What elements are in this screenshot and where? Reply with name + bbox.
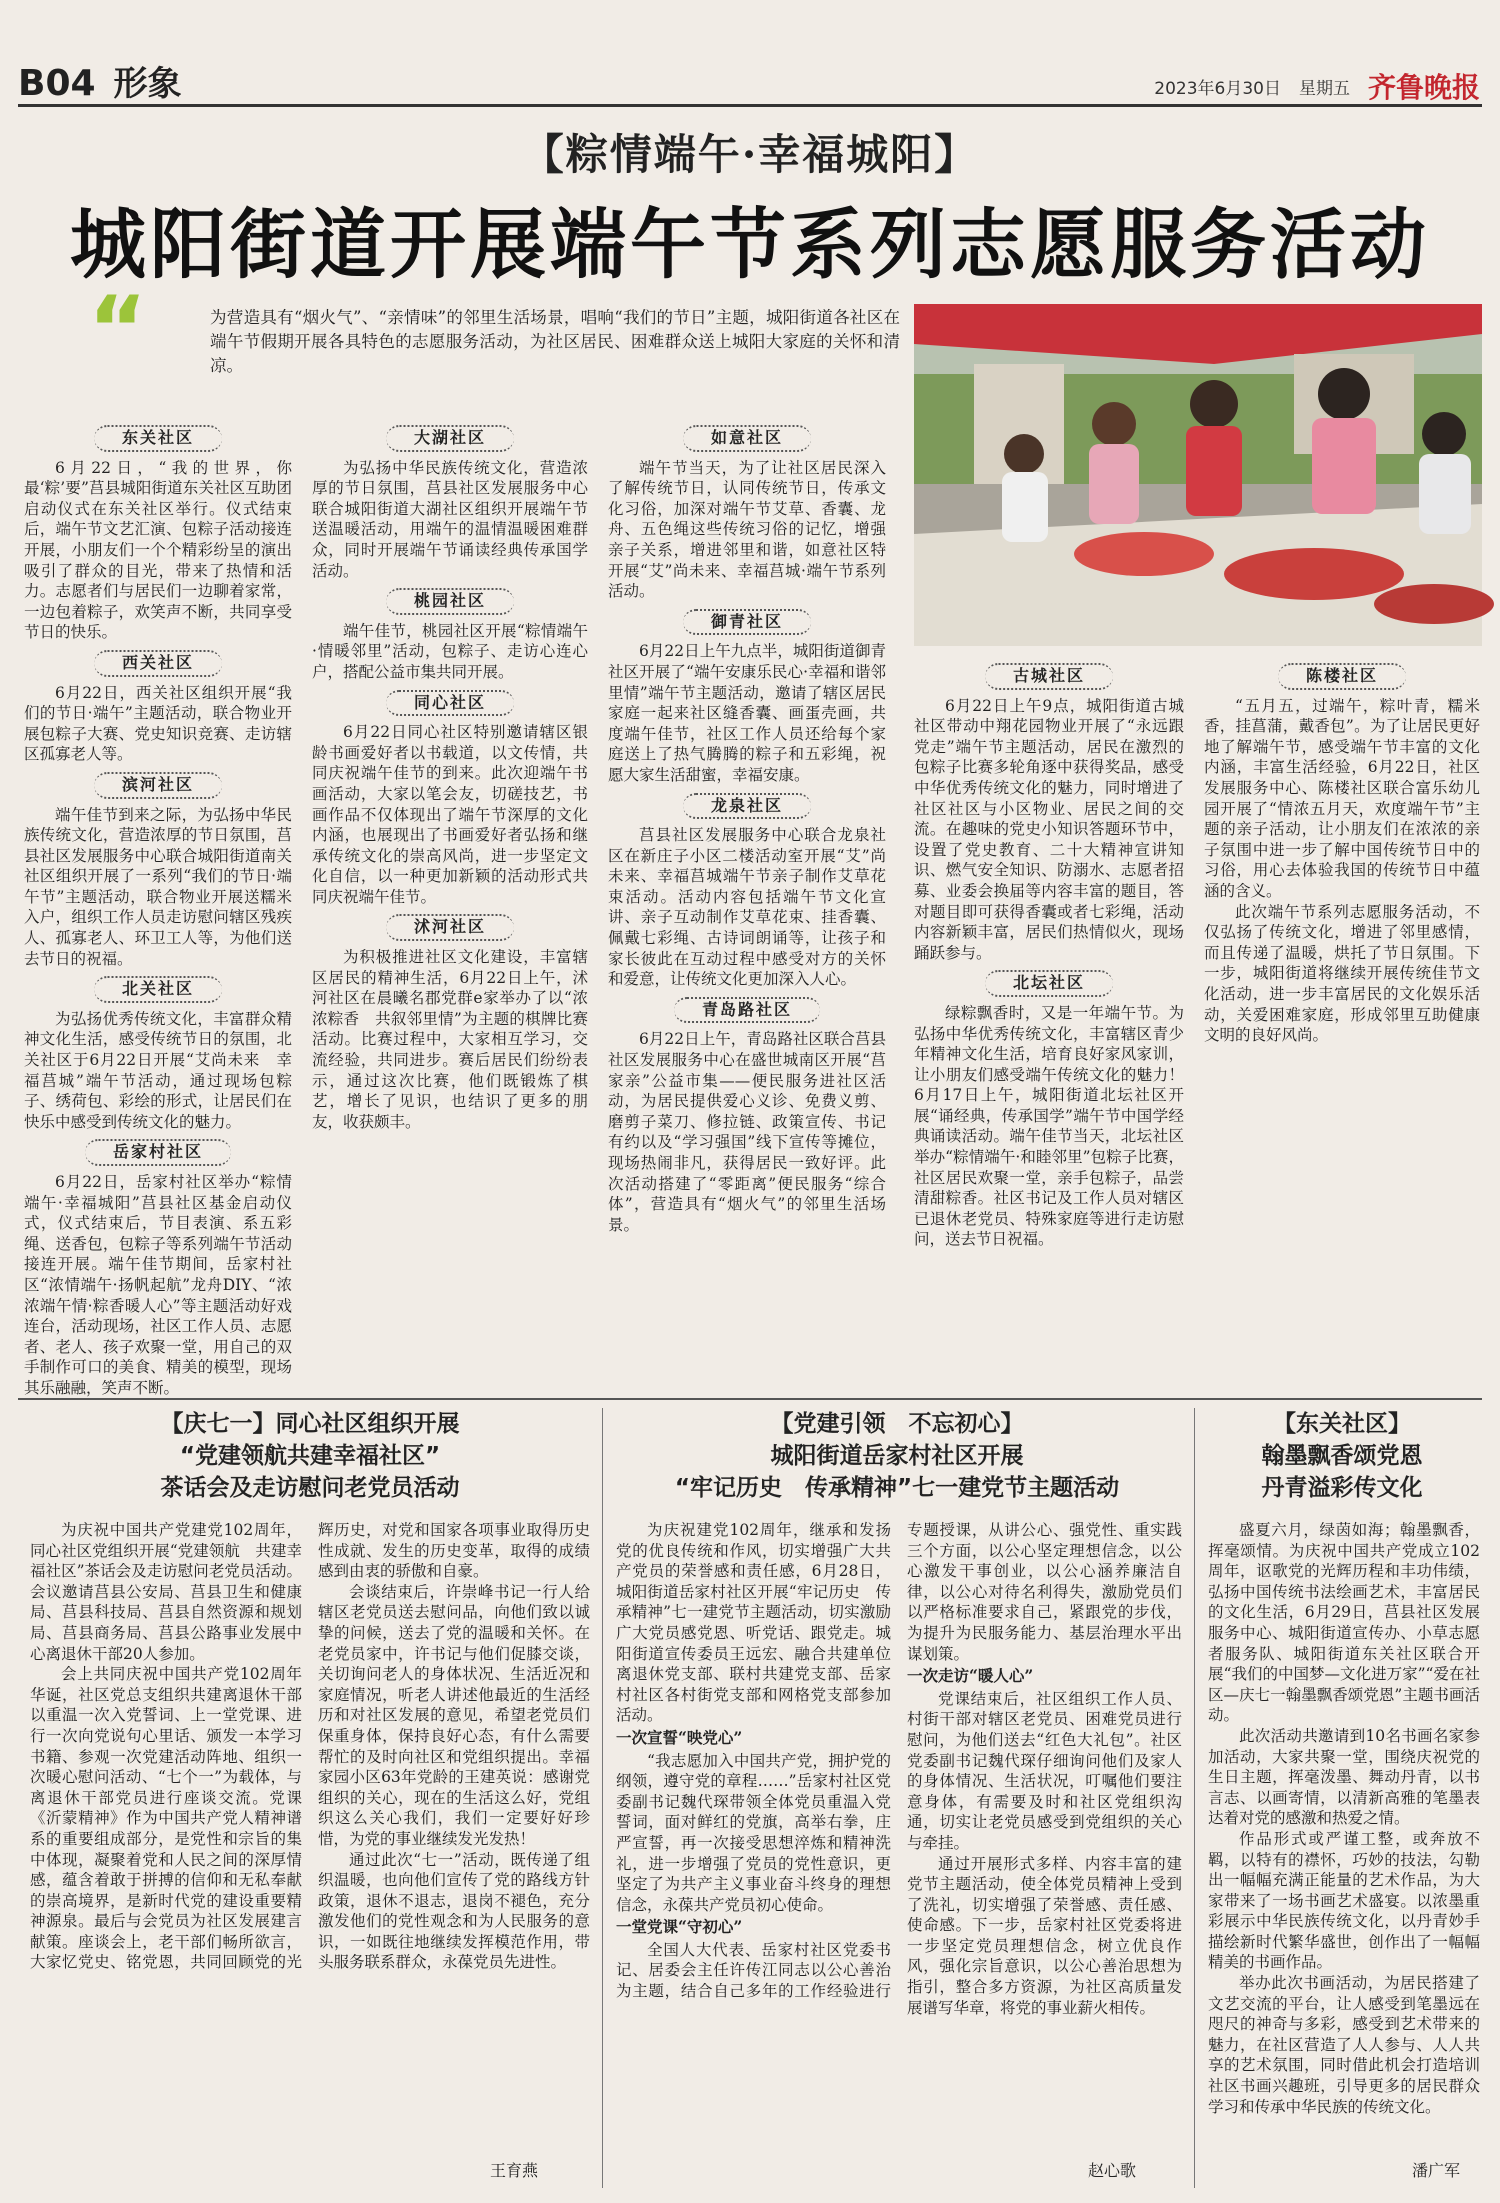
article-lead: 为营造具有“烟火气”、“亲情味”的邻里生活场景，唱响“我们的节日”主题，城阳街道各社区在端午节假期开展各具特色的志愿服务活动，为社区居民、困难群众送上城阳大家庭的关怀和清凉。 (210, 308, 900, 375)
article-headline: 城阳街道开展端午节系列志愿服务活动 (70, 200, 1430, 289)
section-heading: 桃园社区 (312, 588, 588, 615)
section-text: 6月22日上午，青岛路社区联合莒县社区发展服务中心在盛世城南区开展“莒家亲”公益市集——便民服务进社区活动，为居民提供爱心义诊、免费义剪、磨剪子菜刀、修拉链、政策宣传、书记有约以及“学习强国”线下宣传等摊位，现场热闹非凡，获得居民一致好评。此次活动搭建了“零距离”便民服务“综合体”，营造具有“烟火气”的邻里生活场景。 (608, 1030, 886, 1234)
article-1-title: 【庆七一】同心社区组织开展 “党建领航共建幸福社区” 茶话会及走访慰问老党员活动 (160, 1411, 460, 1501)
issue-weekday: 星期五 (1298, 78, 1350, 99)
section-text: 6月22日，西关社区组织开展“我们的节日·端午”主题活动，联合物业开展包粽子大赛、党史知识竞赛、走访辖区孤寡老人等。 (24, 683, 292, 764)
section-name: 形象 (113, 64, 182, 104)
main-column-2 (312, 418, 588, 1378)
section-heading: 青岛路社区 (608, 997, 886, 1024)
section-heading: 御青社区 (608, 609, 886, 636)
section-text: 为弘扬优秀传统文化，丰富群众精神文化生活，感受传统节日的氛围，北关社区于6月22日开展“艾尚未来 幸福莒城”端午节活动，通过现场包粽子、绣荷包、彩绘的形式，让居民们在快乐中感受到传统文化的魅力。 (24, 1009, 292, 1131)
article-3-title: 【东关社区】 翰墨飘香颂党恩 丹青溢彩传文化 (1261, 1411, 1423, 1501)
conclusion-text: 此次端午节系列志愿服务活动，不仅弘扬了传统文化，增进了邻里感情，而且传递了温暖，烘托了节日氛围。下一步，城阳街道将继续开展传统佳节文化活动，进一步丰富居民的文化娱乐活动，关爱困难家庭，形成邻里互助健康文明的良好风尚。 (1204, 902, 1480, 1045)
section-heading: 西关社区 (24, 650, 292, 677)
quote-mark-icon: “ (88, 277, 148, 382)
event-photo (914, 304, 1482, 646)
header-rule (18, 104, 1482, 107)
article-3-body: 盛夏六月，绿茵如海；翰墨飘香，挥毫颂情。为庆祝中国共产党成立102周年，讴歌党的光辉历程和丰功伟绩，弘扬中国传统书法绘画艺术，丰富居民的文化生活，6月29日，莒县社区发展服务中心、城阳街道宣传办、小草志愿者服务队、城阳街道东关社区联合开展“我们的中国梦—文化进万家”“爱在社区—庆七一翰墨飘香颂党恩”主题书画活动。 此次活动共邀请到10名书画名家参加活动，大家共聚一堂，围绕庆祝党的生日主题，挥毫泼墨、舞动丹青，以书言志、以画寄情，以清新高雅的笔墨表达着对党的感激和热爱之情。 作品形式或严谨工整，或奔放不羁，以特有的襟怀，巧妙的技法，勾勒出一幅幅充满正能量的艺术作品，为大家带来了一场书画艺术盛宴。以浓墨重彩展示中华民族传统文化，以丹青妙手描绘新时代繁华盛世，创作出了一幅幅精美的书画作品。 举办此次书画活动，为居民搭建了文艺交流的平台，让人感受到笔墨远在咫尺的神奇与多彩，感受到艺术带来的魅力，在社区营造了人人参与、人人共享的艺术氛围，同时借此机会打造培训社区书画兴趣班，引导更多的居民群众学习和传承中华民族的传统文化。 (1208, 1521, 1480, 2116)
section-heading: 滨河社区 (24, 772, 292, 799)
article-1-author: 王育燕 (490, 2161, 539, 2180)
section-heading: 北坛社区 (914, 970, 1184, 997)
main-column-3 (608, 418, 886, 1378)
section-divider (18, 1398, 1482, 1400)
section-heading: 古城社区 (914, 663, 1184, 690)
section-text: 6月22日同心社区特别邀请辖区银龄书画爱好者以书载道，以文传情，共同庆祝端午佳节的到来。此次迎端午书画活动，大家以笔会友，切磋技艺，书画作品不仅体现出了端午节深厚的文化内涵，也展现出了书画爱好者弘扬和继承传统文化的崇高风尚，进一步坚定文化自信，以一种更加新颖的活动形式共同庆祝端午佳节。 (312, 723, 588, 906)
section-heading: 沭河社区 (312, 914, 588, 941)
section-text: 6月22日，岳家村社区举办“粽情端午·幸福城阳”莒县社区基金启动仪式，仪式结束后，节目表演、系五彩绳、送香包，包粽子等系列端午节活动接连开展。端午佳节期间，岳家村社区“浓情端午·扬帆起航”龙舟DIY、“浓浓端午情·粽香暖人心”等主题活动好戏连台，活动现场，社区工作人员、志愿者、老人、孩子欢聚一堂，用自己的双手制作可口的美食、精美的模型，现场其乐融融，笑声不断。 (24, 1173, 292, 1397)
section-text: 6月22日上午九点半，城阳街道御青社区开展了“端午安康乐民心·幸福和谐邻里情”端午节主题活动，邀请了辖区居民家庭一起来社区缝香囊、画蛋壳画，共度端午佳节，社区工作人员还给每个家庭送上了热气腾腾的粽子和五彩绳，祝愿大家生活甜蜜，幸福安康。 (608, 642, 886, 784)
section-text: 6月22日上午9点，城阳街道古城社区带动中翔花园物业开展了“永远跟党走”端午节主题活动，居民在激烈的包粽子比赛多轮角逐中获得奖品，感受中华优秀传统文化的魅力，同时增进了社区社区与小区物业、居民之间的交流。在趣味的党史小知识答题环节中，设置了党史教育、二十大精神宣讲知识、燃气安全知识、防溺水、志愿者招募、业委会换届等内容丰富的题目，答对题目即可获得香囊或者七彩绳，活动内容新颖丰富，居民们热情似火，现场踊跃参与。 (914, 696, 1184, 962)
section-text: 6月22日，“我的世界，你最‘粽’要”莒县城阳街道东关社区互助团启动仪式在东关社区举行。仪式结束后，端午节文艺汇演、包粽子活动接连开展，小朋友们一个个精彩纷呈的演出吸引了群众的目光，带来了热情和活力。志愿者们与居民们一边聊着家常，一边包着粽子，欢笑声不断，共同享受节日的快乐。 (24, 458, 292, 642)
section-text: 绿粽飘香时，又是一年端午节。为弘扬中华优秀传统文化，丰富辖区青少年精神文化生活，培育良好家风家训，让小朋友们感受端午传统文化的魅力！6月17日上午，城阳街道北坛社区开展“诵经典，传承国学”端午节中国学经典诵读活动。端午佳节当天，北坛社区举办“粽情端午·和睦邻里”包粽子比赛，社区居民欢聚一堂，亲手包粽子，品尝清甜粽香。社区书记及工作人员对辖区已退休老党员、特殊家庭等进行走访慰问，送去节日祝福。 (914, 1003, 1184, 1249)
section-text: 端午佳节，桃园社区开展“粽情端午·情暖邻里”活动，包粽子、走访心连心户，搭配公益市集共同开展。 (312, 621, 588, 681)
section-heading: 龙泉社区 (608, 793, 886, 820)
section-heading: 岳家村社区 (24, 1139, 292, 1166)
section-heading: 北关社区 (24, 976, 292, 1003)
article-2-title: 【党建引领 不忘初心】 城阳街道岳家村社区开展 “牢记历史 传承精神”七一建党节主题活动 (674, 1411, 1120, 1501)
main-column-5 (1204, 656, 1480, 1378)
section-text: 端午节当天，为了让社区居民深入了解传统节日，认同传统节日，传承文化习俗，加深对端午节艾草、香囊、龙舟、五色绳这些传统习俗的记忆，增强亲子关系，增进邻里和谐，如意社区特开展“艾”尚未来、幸福莒城·端午节系列活动。 (608, 458, 886, 601)
column-rule (1194, 1408, 1195, 2188)
section-heading: 陈楼社区 (1204, 663, 1480, 690)
page-number: B04 (18, 63, 96, 104)
section-text: “五月五，过端午，粽叶青，糯米香，挂菖蒲，戴香包”。为了让居民更好地了解端午节，感受端午节丰富的文化内涵，丰富生活经验，6月22日，社区发展服务中心、陈楼社区联合富乐幼儿园开展了“情浓五月天，欢度端午节”主题的亲子活动，让小朋友们在浓浓的亲子氛围中进一步了解中国传统节日中的习俗，用心去体验我国的传统节日中蕴涵的含义。 (1204, 696, 1480, 900)
main-column-1 (24, 418, 292, 1397)
section-text: 为弘扬中华民族传统文化，营造浓厚的节日氛围，莒县社区发展服务中心联合城阳街道大湖社区组织开展端午节送温暖活动，用端午的温情温暖困难群众，同时开展端午节诵读经典传承国学活动。 (312, 458, 588, 580)
page-header-right (1154, 66, 1480, 106)
page-header-left (18, 56, 182, 105)
section-text: 为积极推进社区文化建设，丰富辖区居民的精神生活，6月22日上午，沭河社区在晨曦名郡党群e家举办了以“浓浓粽香 共叙邻里情”为主题的棋牌比赛活动。比赛过程中，大家相互学习，交流经验，共同进步。赛后居民们纷纷表示，通过这次比赛，他们既锻炼了棋艺，增长了见识，也结识了更多的朋友，收获颇丰。 (312, 948, 588, 1131)
section-heading: 如意社区 (608, 425, 886, 452)
article-3-author: 潘广军 (1408, 2158, 1460, 2181)
article-2-body: 为庆祝建党102周年，继承和发扬党的优良传统和作风，切实增强广大共产党员的荣誉感和责任感，6月28日，城阳街道岳家村社区开展“牢记历史 传承精神”七一建党节主题活动，切实激励广大党员感党恩、听党话、跟党走。城阳街道宣传委员王远宏、融合共建单位离退休党支部、联村共建党支部、岳家村社区各村街党支部和网格党支部参加活动。 一次宣誓“映党心” “我志愿加入中国共产党，拥护党的纲领，遵守党的章程……”岳家村社区党委副书记魏代琛带领全体党员重温入党誓词，面对鲜红的党旗，高举右拳，庄严宣誓，再一次接受思想淬炼和精神洗礼，进一步增强了党员的党性意识，更坚定了为共产主义事业奋斗终身的理想信念，永葆共产党员初心使命。 一堂党课“守初心” 全国人大代表、岳家村社区党委书记、居委会主任许传江同志以公心善治为主题，结合自己多年的工作经验进行专题授课，从讲公心、强党性、重实践三个方面，以公心坚定理想信念，以公心激发干事创业，以公心涵养廉洁自律，以公心对待名利得失，激励党员们以严格标准要求自己，紧跟党的步伐，为提升为民服务能力、基层治理水平出谋划策。 一次走访“暖人心” 党课结束后，社区组织工作人员、村街干部对辖区老党员、困难党员进行慰问，为他们送去“红色大礼包”。社区党委副书记魏代琛仔细询问他们及家人的身体情况、生活状况，叮嘱他们要注意身体，有需要及时和社区党组织沟通，切实让老党员感受到党组织的关心与牵挂。 通过开展形式多样、内容丰富的建党节主题活动，使全体党员精神上受到了洗礼，切实增强了荣誉感、责任感、使命感。下一步，岳家村社区党委将进一步坚定党员理想信念，树立优良作风，强化宗旨意识，以公心善治思想为指引，整合多方资源，为社区高质量发展谱写华章，将党的事业薪火相传。 (616, 1521, 1182, 2017)
section-text: 莒县社区发展服务中心联合龙泉社区在新庄子小区二楼活动室开展“艾”尚未来、幸福莒城端午节亲子制作艾草花束活动。活动内容包括端午节文化宣讲、亲子互动制作艾草花束、挂香囊、佩戴七彩绳、古诗词朗诵等，让孩子和家长彼此在互动过程中感受对方的关怀和爱意，让传统文化更加深入人心。 (608, 826, 886, 989)
section-heading: 大湖社区 (312, 425, 588, 452)
photo-illustration (914, 304, 1482, 646)
section-heading: 东关社区 (24, 425, 292, 452)
article-kicker: 【粽情端午·幸福城阳】 (521, 130, 979, 179)
section-heading: 同心社区 (312, 690, 588, 717)
article-2-author: 赵心歌 (1088, 2161, 1137, 2180)
issue-date: 2023年6月30日 (1154, 78, 1281, 99)
newspaper-logo: 齐鲁晚报 (1367, 71, 1480, 104)
column-rule (602, 1408, 603, 2188)
section-text: 端午佳节到来之际，为弘扬中华民族传统文化，营造浓厚的节日氛围，莒县社区发展服务中心联合城阳街道南关社区组织开展了一系列“我们的节日·端午节”主题活动，联合物业开展送糯米入户，组织工作人员走访慰问辖区残疾人、孤寡老人、环卫工人等，为他们送去节日的祝福。 (24, 805, 292, 968)
main-column-4 (914, 656, 1184, 1378)
article-1-body: 为庆祝中国共产党建党102周年，同心社区党组织开展“党建领航 共建幸福社区”茶话会及走访慰问老党员活动。会议邀请莒县公安局、莒县卫生和健康局、莒县科技局、莒县自然资源和规划局、莒县商务局、莒县公路事业发展中心离退休干部20人参加。 会上共同庆祝中国共产党102周年华诞，社区党总支组织共建离退休干部以重温一次入党誓词、上一堂党课、进行一次向党说句心里话、颁发一本学习书籍、参观一次党建活动阵地、组织一次暖心慰问活动、“七个一”为载体，与离退休干部党员进行座谈交流。党课《沂蒙精神》作为中国共产党人精神谱系的重要组成部分，是党性和宗旨的集中体现，凝聚着党和人民之间的深厚情感，蕴含着敢于拼搏的信仰和无私奉献的崇高境界，是新时代党的建设重要精神源泉。最后与会党员为社区发展建言献策。座谈会上，老干部们畅所欲言，大家忆党史、铭党恩，共同回顾党的光辉历史，对党和国家各项事业取得历史性成就、发生的历史变革，取得的成绩感到由衷的骄傲和自豪。 会谈结束后，许崇峰书记一行人给辖区老党员送去慰问品，向他们致以诚挚的问候，送去了党的温暖和关怀。在老党员家中，许书记与他们促膝交谈，关切询问老人的身体状况、生活近况和家庭情况，听老人讲述他最近的生活经历和对社区发展的意见，希望老党员们保重身体，保持良好心态，有什么需要帮忙的及时向社区和党组织提出。幸福家园小区63年党龄的王建英说：感谢党组织的关心，现在的生活这么好，党组织这么关心我们，我们一定要好好珍惜，为党的事业继续发光发热！ 通过此次“七一”活动，既传递了组织温暖，也向他们宣传了党的路线方针政策，退休不退志，退岗不褪色，充分激发他们的党性观念和为人民服务的意识，一如既往地继续发挥模范作用，带头服务联系群众，永葆党员先进性。 (30, 1521, 590, 1972)
